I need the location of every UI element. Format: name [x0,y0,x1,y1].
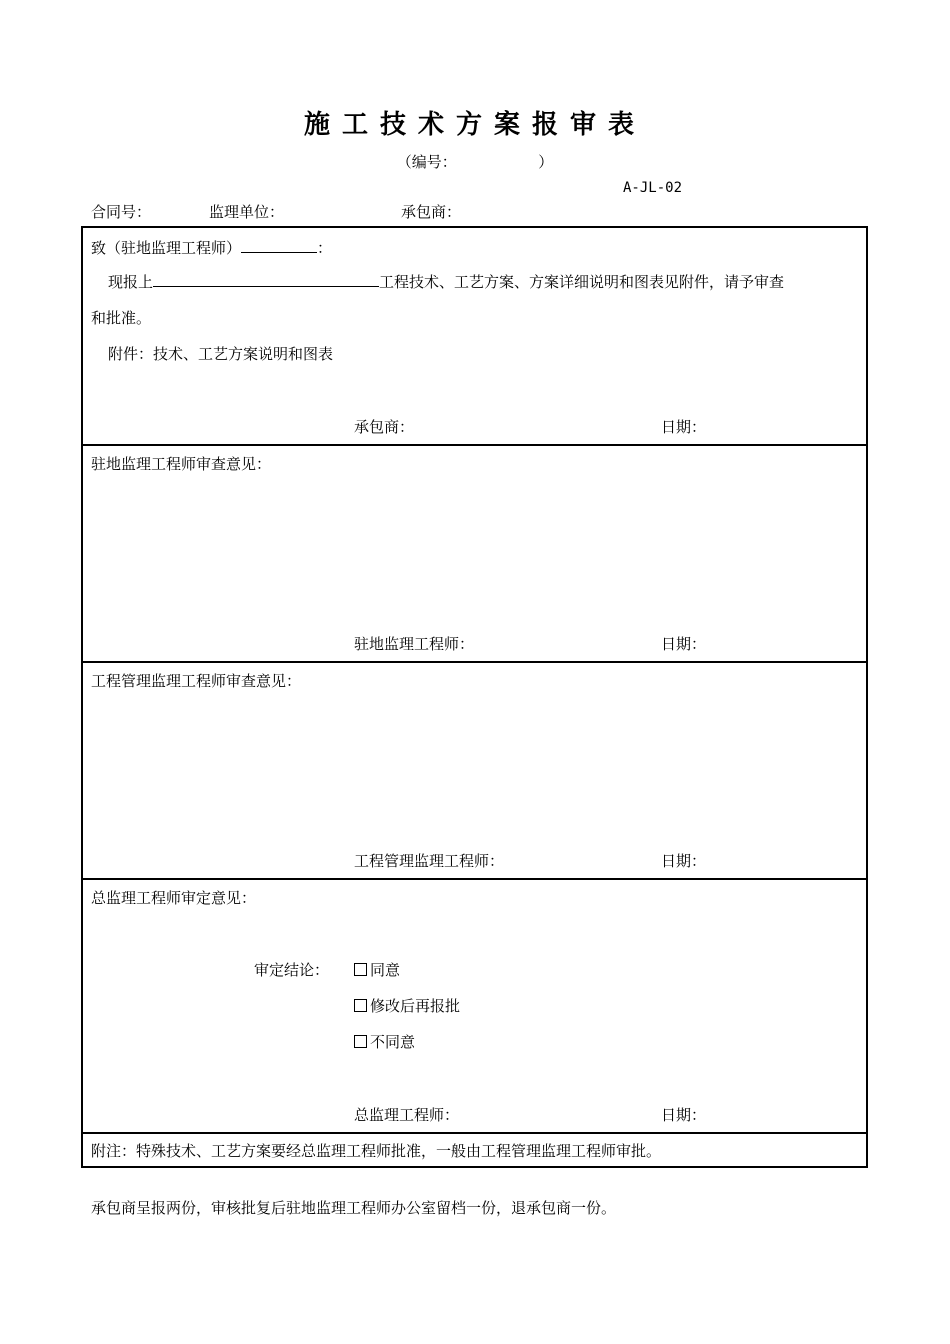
footer-note: 承包商呈报两份，审核批复后驻地监理工程师办公室留档一份，退承包商一份。 [91,1199,617,1217]
row-divider [83,1132,866,1134]
engineering-manager-date-label: 日期： [661,852,707,870]
option-approve-label: 同意 [370,961,401,979]
contract-no-label: 合同号： [91,203,152,221]
conclusion-label: 审定结论： [254,961,330,979]
option-reject-label: 不同意 [370,1033,416,1051]
form-code: A-JL-02 [623,180,683,196]
resident-engineer-heading: 驻地监理工程师审查意见： [91,455,272,473]
contractor-signature-label: 承包商： [354,418,415,436]
form-number-line [0,153,950,171]
contractor-label: 承包商： [401,203,462,221]
attachment-note: 附件：技术、工艺方案说明和图表 [108,345,334,363]
review-form-table [81,226,868,1168]
option-reject[interactable] [354,1033,415,1051]
checkbox-reject[interactable] [354,1035,367,1048]
form-number-label: （编号： [396,153,457,171]
form-number-close: ） [538,153,554,171]
checkbox-revise[interactable] [354,999,367,1012]
addressee-blank[interactable] [241,238,317,253]
project-name-blank[interactable] [153,272,379,287]
report-suffix: 工程技术、工艺方案、方案详细说明和图表见附件，请予审查 [379,273,785,291]
row-divider [83,444,866,446]
engineering-manager-signature-label: 工程管理监理工程师： [354,852,505,870]
row-divider [83,661,866,663]
contractor-date-label: 日期： [661,418,707,436]
addressee-line [91,238,332,257]
addressee-label: 致（驻地监理工程师） [91,239,242,257]
report-line [108,272,784,291]
form-title: 施工技术方案报审表 [303,110,646,140]
report-prefix: 现报上 [108,273,154,291]
form-note: 附注：特殊技术、工艺方案要经总监理工程师批准，一般由工程管理监理工程师审批。 [91,1142,662,1160]
checkbox-approve[interactable] [354,963,367,976]
resident-engineer-date-label: 日期： [661,635,707,653]
option-revise[interactable] [354,997,460,1015]
addressee-suffix: ： [317,239,333,257]
chief-engineer-heading: 总监理工程师审定意见： [91,889,257,907]
option-revise-label: 修改后再报批 [370,997,461,1015]
resident-engineer-signature-label: 驻地监理工程师： [354,635,475,653]
row-divider [83,878,866,880]
supervision-unit-label: 监理单位： [209,203,285,221]
option-approve[interactable] [354,961,400,979]
report-line-2: 和批准。 [91,309,152,327]
chief-engineer-date-label: 日期： [661,1106,707,1124]
engineering-manager-heading: 工程管理监理工程师审查意见： [91,672,302,690]
chief-engineer-signature-label: 总监理工程师： [354,1106,460,1124]
